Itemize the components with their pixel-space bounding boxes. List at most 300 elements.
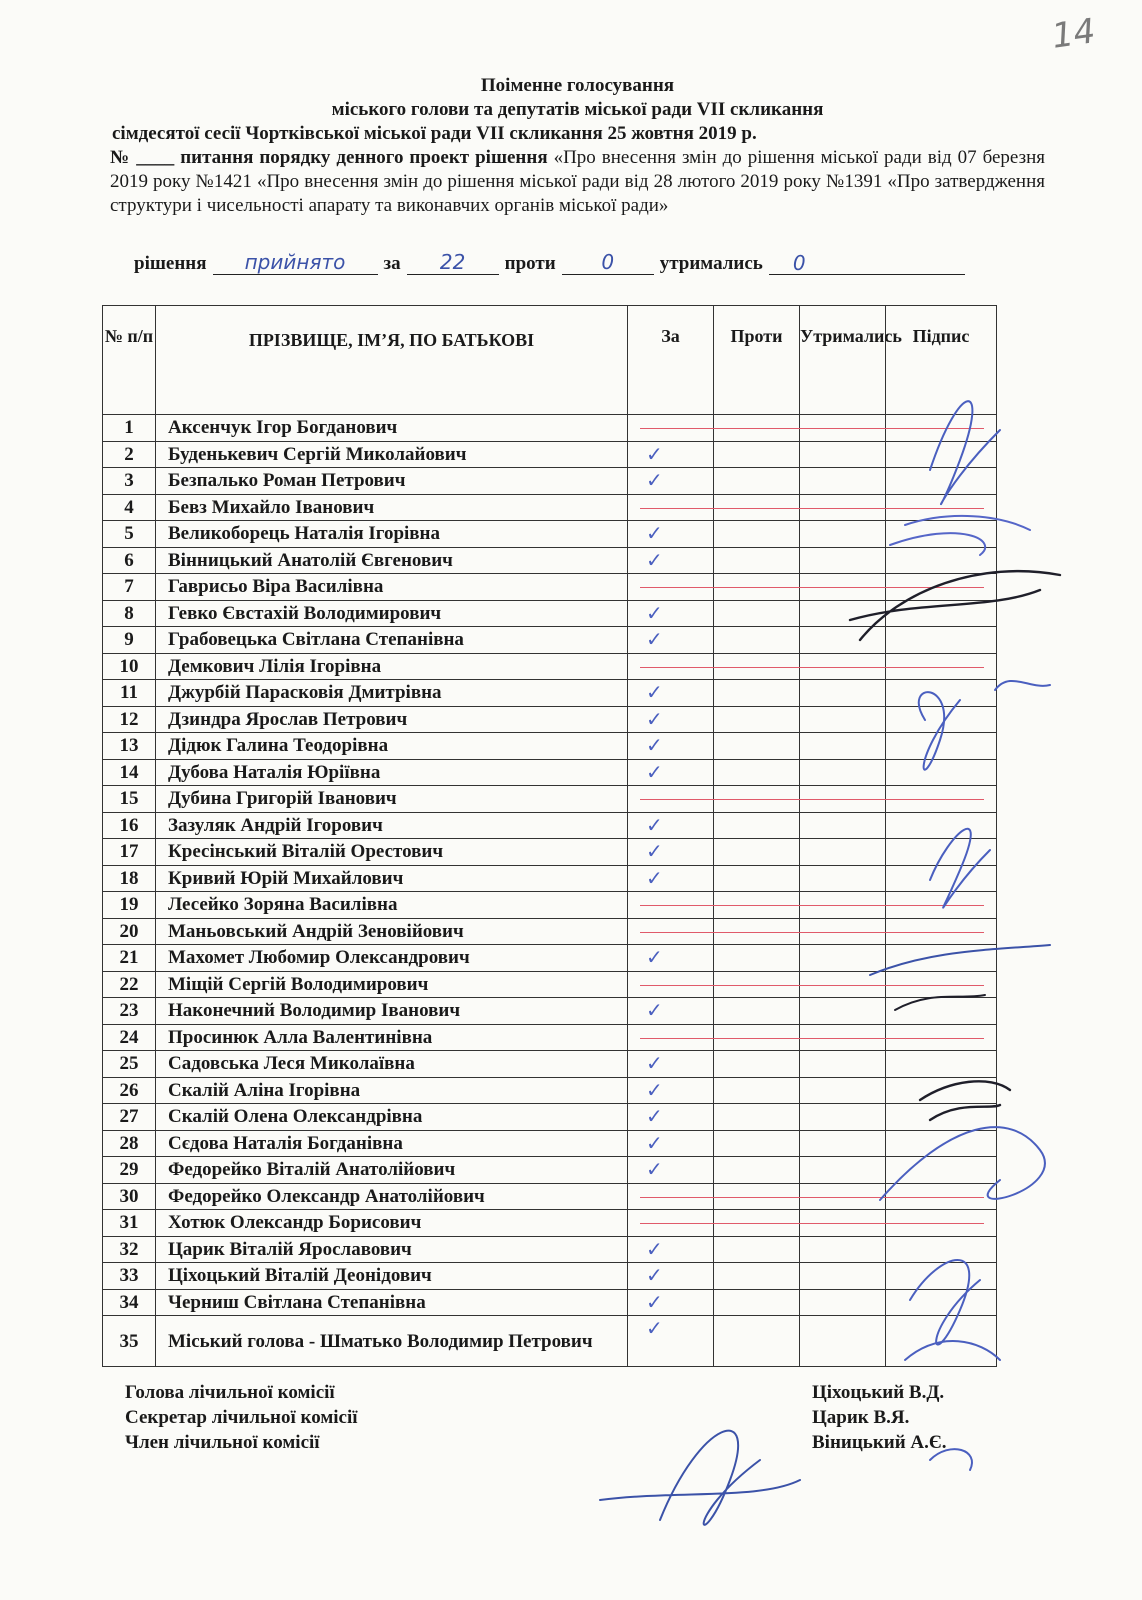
vote-abstain-cell bbox=[800, 574, 886, 601]
signature-cell bbox=[886, 1157, 997, 1184]
signature-cell bbox=[886, 998, 997, 1025]
check-mark-icon: ✓ bbox=[646, 812, 663, 837]
row-number: 28 bbox=[103, 1130, 156, 1157]
deputy-name: Гаврисьо Віра Василівна bbox=[156, 574, 628, 601]
deputy-name: Садовська Леся Миколаївна bbox=[156, 1051, 628, 1078]
vote-against-cell bbox=[714, 680, 800, 707]
vote-abstain-cell bbox=[800, 1183, 886, 1210]
table-row bbox=[103, 786, 997, 813]
vote-for-cell bbox=[628, 998, 714, 1025]
vote-against-cell bbox=[714, 1183, 800, 1210]
check-mark-icon: ✓ bbox=[646, 706, 663, 731]
table-row bbox=[103, 1024, 997, 1051]
vote-against-cell bbox=[714, 547, 800, 574]
vote-abstain-cell bbox=[800, 1236, 886, 1263]
vote-for-cell bbox=[628, 494, 714, 521]
row-number: 19 bbox=[103, 892, 156, 919]
vote-for-cell bbox=[628, 918, 714, 945]
row-number: 5 bbox=[103, 521, 156, 548]
vote-for-cell bbox=[628, 1263, 714, 1290]
vote-against-cell bbox=[714, 839, 800, 866]
vote-for-cell bbox=[628, 892, 714, 919]
signature-cell bbox=[886, 1183, 997, 1210]
deputy-name: Дубова Наталія Юріївна bbox=[156, 759, 628, 786]
signature-cell bbox=[886, 494, 997, 521]
signature-cell bbox=[886, 627, 997, 654]
signature-cell bbox=[886, 839, 997, 866]
deputy-name: Бевз Михайло Іванович bbox=[156, 494, 628, 521]
deputy-name: Дзиндра Ярослав Петрович bbox=[156, 706, 628, 733]
vote-abstain-cell bbox=[800, 918, 886, 945]
signature-cell bbox=[886, 521, 997, 548]
vote-abstain-cell bbox=[800, 812, 886, 839]
vote-for-cell bbox=[628, 574, 714, 601]
vote-abstain-cell bbox=[800, 1157, 886, 1184]
vote-for-cell bbox=[628, 547, 714, 574]
col-signature: Підпис bbox=[886, 306, 997, 415]
row-number: 30 bbox=[103, 1183, 156, 1210]
against-count: 0 bbox=[562, 252, 654, 275]
vote-against-cell bbox=[714, 786, 800, 813]
signature-cell bbox=[886, 468, 997, 495]
signature-cell bbox=[886, 1316, 997, 1367]
table-row bbox=[103, 1289, 997, 1316]
check-mark-icon: ✓ bbox=[646, 839, 663, 863]
deputy-name: Буденькевич Сергій Миколайович bbox=[156, 441, 628, 468]
vote-for-cell bbox=[628, 600, 714, 627]
table-row bbox=[103, 680, 997, 707]
decision-label: рішення bbox=[134, 253, 207, 274]
signature-cell bbox=[886, 441, 997, 468]
deputy-name: Скалій Аліна Ігорівна bbox=[156, 1077, 628, 1104]
name-secretary: Царик В.Я. bbox=[812, 1407, 910, 1428]
deputy-name: Великоборець Наталія Ігорівна bbox=[156, 521, 628, 548]
check-mark-icon: ✓ bbox=[646, 998, 663, 1022]
row-number: 8 bbox=[103, 600, 156, 627]
abstain-count: 0 bbox=[769, 253, 965, 275]
table-row bbox=[103, 1263, 997, 1290]
vote-against-cell bbox=[714, 1210, 800, 1237]
vote-for-cell bbox=[628, 733, 714, 760]
vote-for-cell bbox=[628, 680, 714, 707]
table-row bbox=[103, 733, 997, 760]
vote-for-cell bbox=[628, 812, 714, 839]
row-number: 25 bbox=[103, 1051, 156, 1078]
vote-against-cell bbox=[714, 998, 800, 1025]
vote-abstain-cell bbox=[800, 547, 886, 574]
signature-cell bbox=[886, 971, 997, 998]
check-mark-icon: ✓ bbox=[646, 945, 663, 969]
vote-abstain-cell bbox=[800, 998, 886, 1025]
check-mark-icon: ✓ bbox=[646, 759, 663, 784]
table-row bbox=[103, 998, 997, 1025]
vote-against-cell bbox=[714, 918, 800, 945]
vote-abstain-cell bbox=[800, 733, 886, 760]
vote-abstain-cell bbox=[800, 521, 886, 548]
vote-against-cell bbox=[714, 1051, 800, 1078]
agenda-prefix: № ____ питання порядку денного проект рішення bbox=[110, 147, 548, 168]
vote-against-cell bbox=[714, 1077, 800, 1104]
check-mark-icon: ✓ bbox=[646, 1316, 663, 1340]
vote-against-cell bbox=[714, 892, 800, 919]
vote-for-cell bbox=[628, 1183, 714, 1210]
vote-for-cell bbox=[628, 1130, 714, 1157]
vote-abstain-cell bbox=[800, 839, 886, 866]
deputy-name: Маньовський Андрій Зеновійович bbox=[156, 918, 628, 945]
col-name: ПРІЗВИЩЕ, ІМ’Я, ПО БАТЬКОВІ bbox=[156, 306, 628, 415]
table-row bbox=[103, 653, 997, 680]
table-row bbox=[103, 521, 997, 548]
check-mark-icon: ✓ bbox=[646, 547, 663, 572]
col-against: Проти bbox=[714, 306, 800, 415]
table-row bbox=[103, 1104, 997, 1131]
vote-for-cell bbox=[628, 1236, 714, 1263]
deputy-name: Лесейко Зоряна Василівна bbox=[156, 892, 628, 919]
vote-abstain-cell bbox=[800, 600, 886, 627]
check-mark-icon: ✓ bbox=[646, 1104, 663, 1128]
name-member: Віницький А.Є. bbox=[812, 1432, 947, 1453]
row-number: 20 bbox=[103, 918, 156, 945]
row-number: 1 bbox=[103, 415, 156, 442]
session-line: сімдесятої сесії Чортківської міської ради VII скликання 25 жовтня 2019 р. bbox=[112, 123, 757, 144]
row-number: 15 bbox=[103, 786, 156, 813]
role-secretary: Секретар лічильної комісії bbox=[125, 1407, 358, 1428]
vote-abstain-cell bbox=[800, 653, 886, 680]
table-row bbox=[103, 1316, 997, 1367]
vote-against-cell bbox=[714, 759, 800, 786]
vote-abstain-cell bbox=[800, 415, 886, 442]
vote-abstain-cell bbox=[800, 706, 886, 733]
deputy-name: Махомет Любомир Олександрович bbox=[156, 945, 628, 972]
signature-cell bbox=[886, 812, 997, 839]
row-number: 6 bbox=[103, 547, 156, 574]
vote-abstain-cell bbox=[800, 680, 886, 707]
vote-against-cell bbox=[714, 1024, 800, 1051]
vote-for-cell bbox=[628, 468, 714, 495]
row-number: 33 bbox=[103, 1263, 156, 1290]
vote-for-cell bbox=[628, 945, 714, 972]
signature-cell bbox=[886, 1051, 997, 1078]
signature-cell bbox=[886, 1236, 997, 1263]
signature-cell bbox=[886, 1263, 997, 1290]
vote-against-cell bbox=[714, 653, 800, 680]
check-mark-icon: ✓ bbox=[646, 1051, 663, 1075]
signature-cell bbox=[886, 1077, 997, 1104]
abstain-label: утримались bbox=[659, 253, 763, 274]
row-number: 9 bbox=[103, 627, 156, 654]
table-row bbox=[103, 1210, 997, 1237]
table-row bbox=[103, 839, 997, 866]
signature-scribble bbox=[600, 1431, 800, 1525]
deputy-name: Хотюк Олександр Борисович bbox=[156, 1210, 628, 1237]
check-mark-icon: ✓ bbox=[646, 600, 663, 625]
role-member: Член лічильної комісії bbox=[125, 1432, 320, 1453]
deputy-name: Вінницький Анатолій Євгенович bbox=[156, 547, 628, 574]
vote-for-cell bbox=[628, 1210, 714, 1237]
deputy-name: Міський голова - Шматько Володимир Петрович bbox=[156, 1316, 628, 1367]
table-row bbox=[103, 706, 997, 733]
row-number: 23 bbox=[103, 998, 156, 1025]
signature-cell bbox=[886, 759, 997, 786]
row-number: 29 bbox=[103, 1157, 156, 1184]
vote-for-cell bbox=[628, 415, 714, 442]
deputy-name: Кривий Юрій Михайлович bbox=[156, 865, 628, 892]
vote-for-cell bbox=[628, 441, 714, 468]
table-row bbox=[103, 1077, 997, 1104]
vote-against-cell bbox=[714, 627, 800, 654]
document-subtitle: міського голови та депутатів міської ради VII скликання bbox=[331, 99, 824, 120]
vote-against-cell bbox=[714, 812, 800, 839]
deputy-name: Дубина Григорій Іванович bbox=[156, 786, 628, 813]
col-num: № п/п bbox=[103, 306, 156, 415]
vote-abstain-cell bbox=[800, 892, 886, 919]
vote-abstain-cell bbox=[800, 865, 886, 892]
vote-for-cell bbox=[628, 759, 714, 786]
row-number: 35 bbox=[103, 1316, 156, 1367]
deputy-name: Скалій Олена Олександрівна bbox=[156, 1104, 628, 1131]
check-mark-icon: ✓ bbox=[646, 680, 663, 704]
deputy-name: Федорейко Олександр Анатолійович bbox=[156, 1183, 628, 1210]
vote-abstain-cell bbox=[800, 441, 886, 468]
row-number: 2 bbox=[103, 441, 156, 468]
vote-against-cell bbox=[714, 945, 800, 972]
page-number: 14 bbox=[1049, 11, 1098, 57]
table-row bbox=[103, 494, 997, 521]
row-number: 17 bbox=[103, 839, 156, 866]
signature-cell bbox=[886, 1130, 997, 1157]
deputy-name: Федорейко Віталій Анатолійович bbox=[156, 1157, 628, 1184]
row-number: 4 bbox=[103, 494, 156, 521]
for-count: 22 bbox=[407, 252, 499, 275]
vote-abstain-cell bbox=[800, 1263, 886, 1290]
vote-against-cell bbox=[714, 521, 800, 548]
vote-against-cell bbox=[714, 865, 800, 892]
signature-cell bbox=[886, 706, 997, 733]
row-number: 34 bbox=[103, 1289, 156, 1316]
check-mark-icon: ✓ bbox=[646, 1157, 663, 1181]
vote-for-cell bbox=[628, 786, 714, 813]
check-mark-icon: ✓ bbox=[646, 627, 663, 651]
table-header-row bbox=[103, 306, 997, 415]
table-row bbox=[103, 1183, 997, 1210]
table-row bbox=[103, 574, 997, 601]
signature-cell bbox=[886, 1289, 997, 1316]
check-mark-icon: ✓ bbox=[646, 1263, 663, 1287]
vote-against-cell bbox=[714, 1263, 800, 1290]
commission-names bbox=[812, 1380, 947, 1455]
row-number: 27 bbox=[103, 1104, 156, 1131]
table-row bbox=[103, 441, 997, 468]
table-row bbox=[103, 1051, 997, 1078]
deputy-name: Міщій Сергій Володимирович bbox=[156, 971, 628, 998]
vote-against-cell bbox=[714, 1130, 800, 1157]
vote-for-cell bbox=[628, 1316, 714, 1367]
vote-against-cell bbox=[714, 600, 800, 627]
signature-scribble bbox=[995, 681, 1050, 690]
table-row bbox=[103, 971, 997, 998]
document-header bbox=[110, 74, 1045, 218]
vote-abstain-cell bbox=[800, 1210, 886, 1237]
vote-abstain-cell bbox=[800, 945, 886, 972]
check-mark-icon: ✓ bbox=[646, 1236, 663, 1261]
table-row bbox=[103, 547, 997, 574]
vote-for-cell bbox=[628, 521, 714, 548]
vote-abstain-cell bbox=[800, 786, 886, 813]
row-number: 11 bbox=[103, 680, 156, 707]
row-number: 7 bbox=[103, 574, 156, 601]
vote-against-cell bbox=[714, 415, 800, 442]
check-mark-icon: ✓ bbox=[646, 468, 663, 492]
row-number: 26 bbox=[103, 1077, 156, 1104]
roll-call-table bbox=[102, 305, 997, 1367]
row-number: 14 bbox=[103, 759, 156, 786]
check-mark-icon: ✓ bbox=[646, 865, 663, 890]
document-title: Поіменне голосування bbox=[480, 75, 675, 96]
vote-against-cell bbox=[714, 494, 800, 521]
col-for: За bbox=[628, 306, 714, 415]
commission-roles bbox=[125, 1380, 358, 1455]
vote-against-cell bbox=[714, 1104, 800, 1131]
role-chair: Голова лічильної комісії bbox=[125, 1382, 335, 1403]
row-number: 22 bbox=[103, 971, 156, 998]
vote-abstain-cell bbox=[800, 1024, 886, 1051]
vote-abstain-cell bbox=[800, 971, 886, 998]
deputy-name: Гевко Євстахій Володимирович bbox=[156, 600, 628, 627]
table-row bbox=[103, 600, 997, 627]
check-mark-icon: ✓ bbox=[646, 733, 663, 757]
row-number: 24 bbox=[103, 1024, 156, 1051]
deputy-name: Зазуляк Андрій Ігорович bbox=[156, 812, 628, 839]
signature-cell bbox=[886, 1024, 997, 1051]
table-row bbox=[103, 468, 997, 495]
row-number: 31 bbox=[103, 1210, 156, 1237]
deputy-name: Кресінський Віталій Орестович bbox=[156, 839, 628, 866]
deputy-name: Ціхоцький Віталій Деонідович bbox=[156, 1263, 628, 1290]
row-number: 10 bbox=[103, 653, 156, 680]
signature-cell bbox=[886, 600, 997, 627]
for-label: за bbox=[383, 253, 401, 274]
vote-abstain-cell bbox=[800, 1051, 886, 1078]
vote-against-cell bbox=[714, 441, 800, 468]
table-row bbox=[103, 415, 997, 442]
vote-for-cell bbox=[628, 1024, 714, 1051]
vote-abstain-cell bbox=[800, 468, 886, 495]
check-mark-icon: ✓ bbox=[646, 521, 663, 545]
signature-cell bbox=[886, 733, 997, 760]
table-row bbox=[103, 1157, 997, 1184]
check-mark-icon: ✓ bbox=[646, 1130, 663, 1155]
table-row bbox=[103, 812, 997, 839]
vote-against-cell bbox=[714, 1289, 800, 1316]
decision-value: прийнято bbox=[213, 252, 378, 275]
signature-cell bbox=[886, 680, 997, 707]
vote-for-cell bbox=[628, 971, 714, 998]
signature-cell bbox=[886, 574, 997, 601]
vote-against-cell bbox=[714, 1157, 800, 1184]
vote-for-cell bbox=[628, 1051, 714, 1078]
signature-cell bbox=[886, 892, 997, 919]
vote-abstain-cell bbox=[800, 1077, 886, 1104]
deputy-name: Безпалько Роман Петрович bbox=[156, 468, 628, 495]
vote-against-cell bbox=[714, 733, 800, 760]
vote-for-cell bbox=[628, 653, 714, 680]
vote-abstain-cell bbox=[800, 759, 886, 786]
table-row bbox=[103, 945, 997, 972]
vote-for-cell bbox=[628, 1104, 714, 1131]
vote-for-cell bbox=[628, 865, 714, 892]
table-row bbox=[103, 865, 997, 892]
vote-abstain-cell bbox=[800, 1289, 886, 1316]
vote-abstain-cell bbox=[800, 494, 886, 521]
vote-abstain-cell bbox=[800, 627, 886, 654]
name-chair: Ціхоцький В.Д. bbox=[812, 1382, 945, 1403]
vote-for-cell bbox=[628, 1289, 714, 1316]
deputy-name: Царик Віталій Ярославович bbox=[156, 1236, 628, 1263]
deputy-name: Просинюк Алла Валентинівна bbox=[156, 1024, 628, 1051]
agenda-text: «Про внесення змін до рішення міської ради від 07 березня 2019 року №1421 «Про внесення змін до рішення міської ради від 28 лютого 2019 року №1391 «Про затвердження структури і чисельності апарату та виконавчих органів міської ради» bbox=[110, 147, 1046, 216]
check-mark-icon: ✓ bbox=[646, 1289, 663, 1314]
deputy-name: Наконечний Володимир Іванович bbox=[156, 998, 628, 1025]
deputy-name: Грабовецька Світлана Степанівна bbox=[156, 627, 628, 654]
signature-cell bbox=[886, 865, 997, 892]
table-row bbox=[103, 892, 997, 919]
signature-cell bbox=[886, 653, 997, 680]
check-mark-icon: ✓ bbox=[646, 441, 663, 466]
table-row bbox=[103, 1130, 997, 1157]
deputy-name: Демкович Лілія Ігорівна bbox=[156, 653, 628, 680]
vote-against-cell bbox=[714, 468, 800, 495]
vote-for-cell bbox=[628, 627, 714, 654]
row-number: 32 bbox=[103, 1236, 156, 1263]
decision-line bbox=[134, 252, 965, 275]
row-number: 12 bbox=[103, 706, 156, 733]
deputy-name: Черниш Світлана Степанівна bbox=[156, 1289, 628, 1316]
agenda-item bbox=[110, 146, 1045, 218]
deputy-name: Дідюк Галина Теодорівна bbox=[156, 733, 628, 760]
vote-for-cell bbox=[628, 1157, 714, 1184]
vote-for-cell bbox=[628, 706, 714, 733]
vote-against-cell bbox=[714, 1316, 800, 1367]
signature-cell bbox=[886, 1104, 997, 1131]
signature-cell bbox=[886, 945, 997, 972]
signature-cell bbox=[886, 415, 997, 442]
signature-cell bbox=[886, 918, 997, 945]
vote-for-cell bbox=[628, 839, 714, 866]
row-number: 3 bbox=[103, 468, 156, 495]
table-row bbox=[103, 627, 997, 654]
row-number: 16 bbox=[103, 812, 156, 839]
vote-against-cell bbox=[714, 574, 800, 601]
signature-cell bbox=[886, 1210, 997, 1237]
vote-abstain-cell bbox=[800, 1104, 886, 1131]
deputy-name: Джурбій Парасковія Дмитрівна bbox=[156, 680, 628, 707]
row-number: 18 bbox=[103, 865, 156, 892]
vote-for-cell bbox=[628, 1077, 714, 1104]
signature-cell bbox=[886, 547, 997, 574]
table-row bbox=[103, 1236, 997, 1263]
against-label: проти bbox=[504, 253, 556, 274]
check-mark-icon: ✓ bbox=[646, 1077, 663, 1102]
vote-against-cell bbox=[714, 1236, 800, 1263]
row-number: 13 bbox=[103, 733, 156, 760]
vote-abstain-cell bbox=[800, 1316, 886, 1367]
deputy-name: Сєдова Наталія Богданівна bbox=[156, 1130, 628, 1157]
row-number: 21 bbox=[103, 945, 156, 972]
table-row bbox=[103, 918, 997, 945]
col-abstain: Утримались bbox=[800, 306, 886, 415]
signature-cell bbox=[886, 786, 997, 813]
vote-against-cell bbox=[714, 971, 800, 998]
